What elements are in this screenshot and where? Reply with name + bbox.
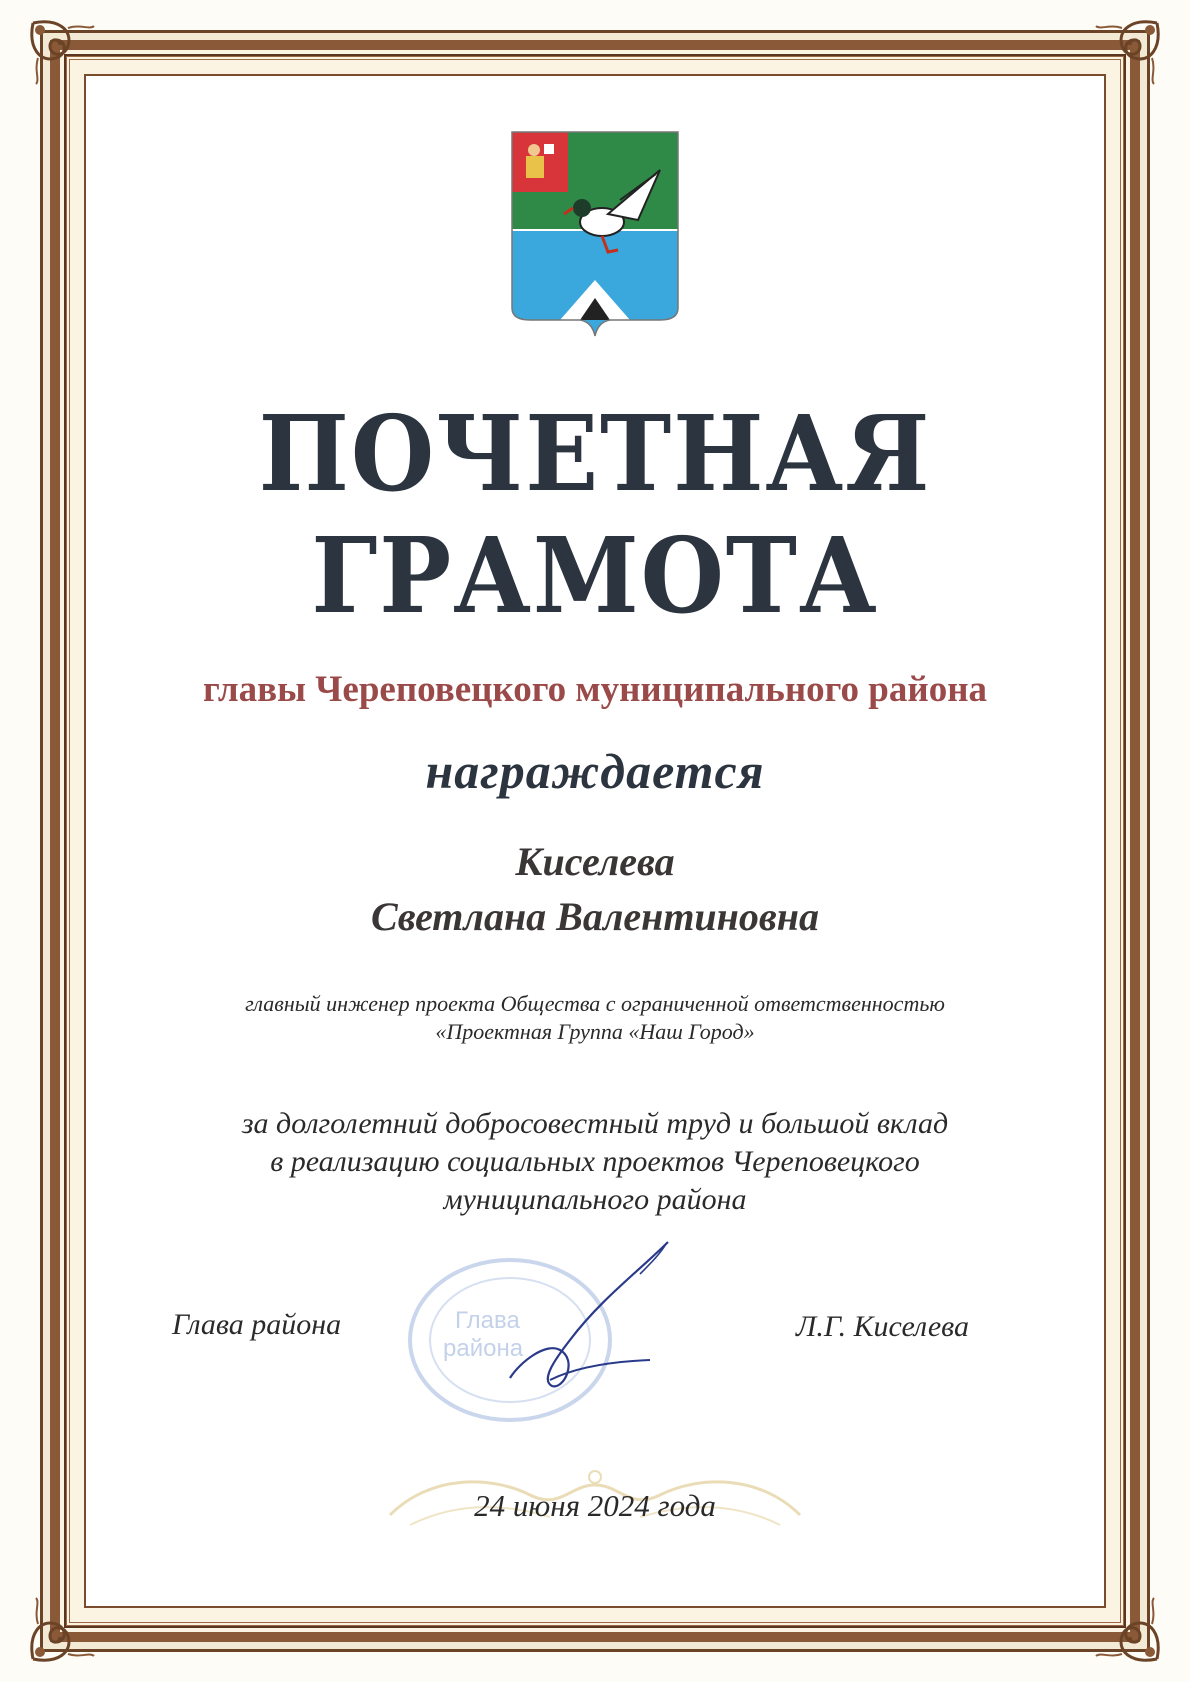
award-reason-line-1: за долголетний добросовестный труд и большой вклад	[241, 1107, 949, 1140]
recipient-given-names: Светлана Валентиновна	[371, 894, 819, 939]
signer-name: Л.Г. Киселева	[796, 1310, 969, 1343]
corner-ornament-bottom-right	[1092, 1594, 1162, 1664]
award-reason-line-3: муниципального района	[443, 1183, 747, 1216]
corner-ornament-bottom-left	[28, 1594, 98, 1664]
recipient-position-line-1: главный инженер проекта Общества с ограниченной ответственностью	[245, 991, 945, 1016]
award-date: 24 июня 2024 года	[474, 1488, 716, 1523]
recipient-surname: Киселева	[515, 839, 675, 884]
title-line-2: ГРАМОТА	[311, 514, 879, 637]
recipient-position-line-2: «Проектная Группа «Наш Город»	[435, 1019, 755, 1044]
award-reason-line-2: в реализацию социальных проектов Череповецкого	[270, 1145, 920, 1178]
corner-ornament-top-right	[1092, 18, 1162, 88]
svg-text:района: района	[443, 1335, 524, 1362]
svg-text:Глава: Глава	[455, 1307, 520, 1334]
title-line-1: ПОЧЕТНАЯ	[258, 392, 932, 515]
signer-title: Глава района	[172, 1308, 342, 1341]
awarded-heading: награждается	[425, 743, 765, 799]
handwritten-signature	[490, 1230, 680, 1400]
coat-of-arms-emblem	[510, 130, 680, 340]
issuer-subtitle: главы Череповецкого муниципального района	[202, 669, 988, 710]
corner-ornament-top-left	[28, 18, 98, 88]
